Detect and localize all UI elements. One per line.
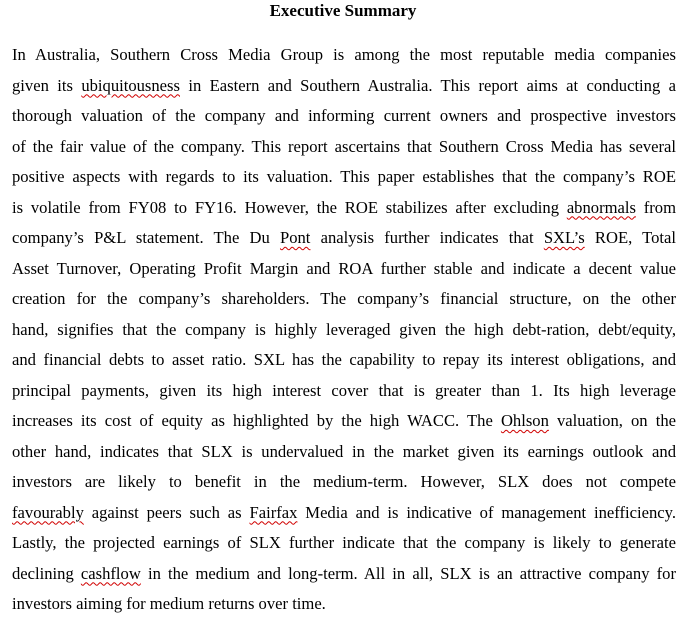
text-run: Media and is indicative of management inefficiency. [297, 502, 676, 522]
text-run: investors aiming for medium returns over time. [12, 594, 326, 613]
paragraph-line [12, 193, 676, 224]
paragraph-line [12, 223, 676, 254]
spellcheck-flagged-word: abnormals [566, 197, 636, 217]
text-run: other hand, indicates that SLX is undervalued in the market given its earnings outlook and [12, 441, 676, 461]
text-run: valuation, on the [548, 411, 676, 430]
text-run: investors are likely to benefit in the medium-term. However, SLX does not compete [12, 472, 676, 491]
text-run: declining [12, 563, 81, 583]
paragraph-line [12, 132, 676, 163]
paragraph-line [12, 284, 676, 315]
text-run: is volatile from FY08 to FY16. However, the ROE stabilizes after excluding [12, 197, 567, 217]
text-run: creation for the company’s shareholders. The company’s financial structure, on the other [12, 289, 676, 308]
paragraph-line [12, 467, 676, 498]
text-run: given its [12, 75, 82, 95]
page-title: Executive Summary [269, 1, 417, 20]
paragraph-line [12, 528, 676, 559]
text-run: thorough valuation of the company and informing current owners and prospective investors [12, 106, 676, 125]
text-run: in the medium and long-term. All in all, SLX is an attractive company for [140, 563, 676, 583]
spellcheck-flagged-word: favourably [12, 502, 84, 522]
text-run: increases its cost of equity as highlighted by the high WACC. The [12, 411, 501, 430]
spellcheck-flagged-word: ubiquitousness [81, 75, 180, 95]
paragraph-line [12, 40, 676, 71]
spellcheck-flagged-word: Ohlson [500, 411, 549, 430]
text-run: and financial debts to asset ratio. SXL has the capability to repay its interest obligations, and [12, 350, 676, 369]
paragraph-line [12, 315, 676, 346]
text-run: in Eastern and Southern Australia. This report aims at conducting a [179, 75, 676, 95]
text-run: against peers such as [83, 502, 250, 522]
text-run: In Australia, Southern Cross Media Group is among the most reputable media companies [12, 45, 676, 64]
paragraph-line [12, 498, 676, 529]
text-run: Asset Turnover, Operating Profit Margin and ROA further stable and indicate a decent value [12, 258, 676, 278]
spellcheck-flagged-word: SXL’s [543, 228, 585, 247]
paragraph-line [12, 437, 676, 468]
spellcheck-flagged-word: cashflow [80, 563, 141, 583]
paragraph-line [12, 376, 676, 407]
paragraph-line [12, 162, 676, 193]
paragraph-line [12, 406, 676, 437]
text-run: company’s P&L statement. The Du [12, 228, 280, 247]
spellcheck-flagged-word: Fairfax [249, 502, 298, 522]
paragraph-line [12, 254, 676, 285]
text-run: analysis further indicates that [310, 228, 544, 247]
paragraph-line [12, 559, 676, 590]
text-run: Lastly, the projected earnings of SLX further indicate that the company is likely to generate [12, 533, 676, 552]
text-run: ROE, Total [584, 228, 676, 247]
paragraph-line [12, 589, 676, 620]
text-run: principal payments, given its high interest cover that is greater than 1. Its high leverage [12, 380, 676, 400]
text-run: of the fair value of the company. This report ascertains that Southern Cross Media has several [12, 136, 676, 156]
paragraph-line [12, 345, 676, 376]
text-run: from [635, 197, 677, 217]
spellcheck-flagged-word: Pont [279, 228, 311, 247]
text-run: positive aspects with regards to its valuation. This paper establishes that the company’s ROE [12, 167, 676, 186]
paragraph-line [12, 101, 676, 132]
summary-paragraph [12, 40, 676, 620]
paragraph-line [12, 71, 676, 102]
text-run: hand, signifies that the company is highly leveraged given the high debt-ration, debt/equity, [12, 319, 676, 339]
